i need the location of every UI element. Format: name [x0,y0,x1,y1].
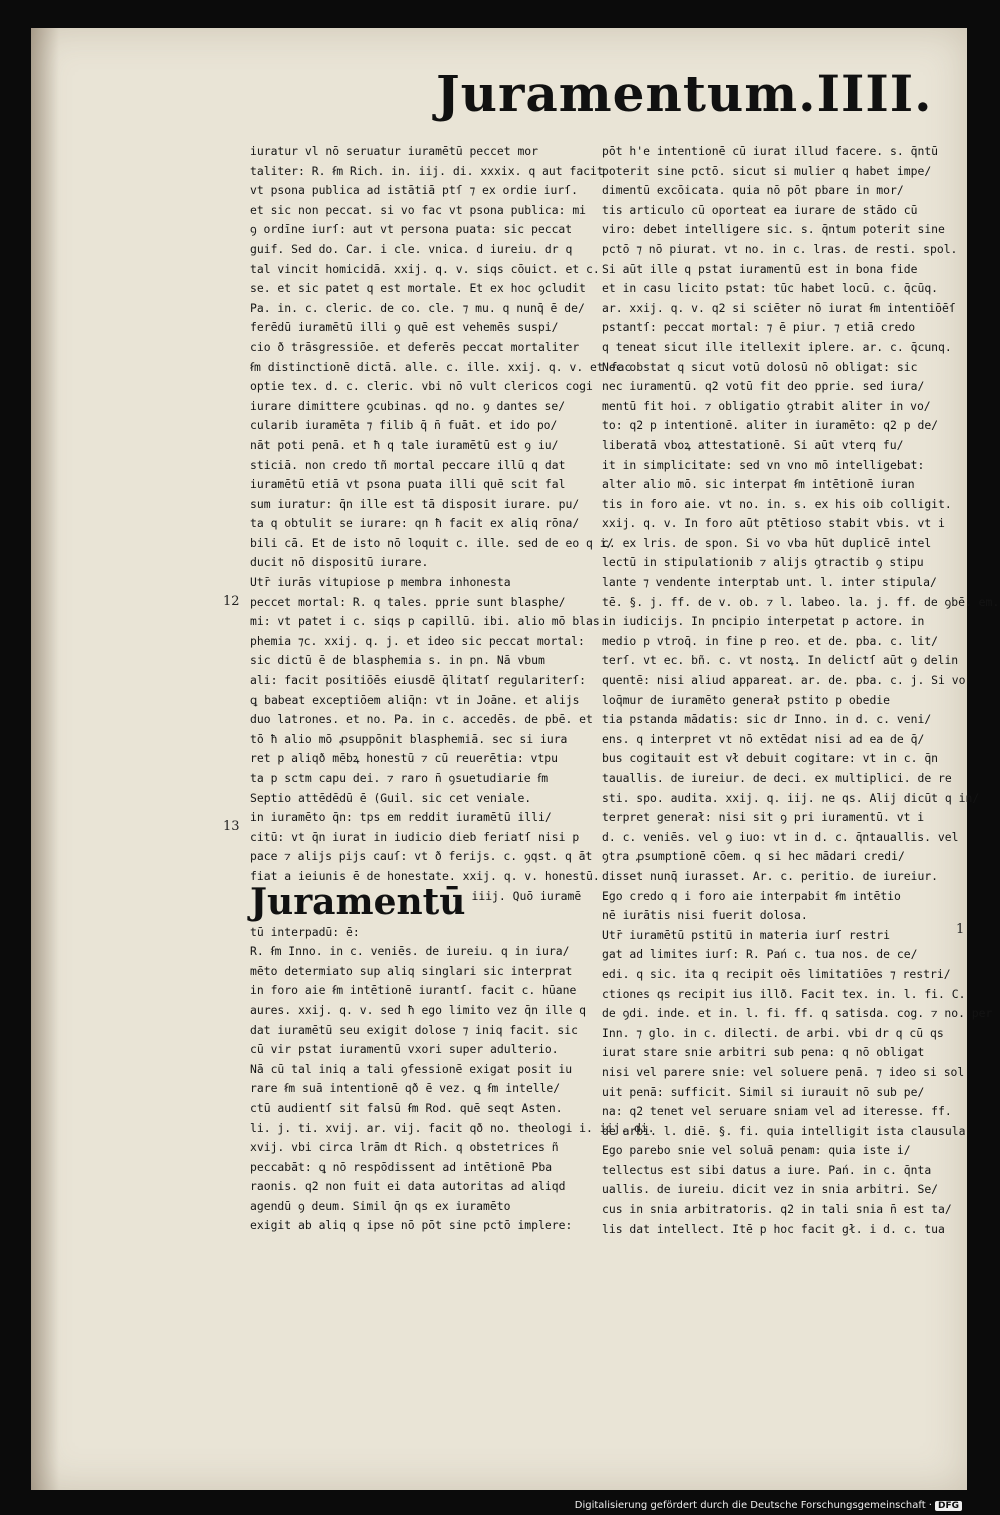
text-line: pctō ⁊ nō piurat. vt no. in c. lras. de resti. spol. [602,241,958,256]
text-line: dat iuramētū seu exigit dolose ⁊ iniq facit. sic [250,1022,578,1037]
margin-number-1: 1 [956,922,965,937]
text-line: mi: vt patet i c. siqs p capillū. ibi. alio mō blas [250,614,600,629]
footer-text: Digitalisierung gefördert durch die Deutsche Forschungsgemeinschaft · [574,1500,932,1511]
text-line: lante ⁊ vendente interptab unt. l. inter stipula/ [602,575,937,590]
text-line: taliter: R. ẜm Rich. in. iij. di. xxxix. q aut facit [250,163,604,178]
dfg-logo-badge: DFG [935,1501,962,1511]
text-line: tellectus est sibi datus a iure. Pań. in c. q̄nta [602,1162,932,1177]
text-line: guif. Sed do. Car. i cle. vnica. d iureiu. dr q [250,241,573,256]
text-line: in iudicijs. In pncipio interpetat p actore. in [602,614,925,629]
text-line: tū interpadū: ē: [250,924,360,939]
text-line: dimentū excōicata. quia nō pōt pbare in mor/ [602,183,904,198]
text-line: gat ad limites iurſ: R. Pań c. tua nos. de ce/ [602,947,918,962]
text-line: medio p vtroq̄. in fine p reo. et de. pba. c. lit/ [602,633,939,648]
text-line: rare ẜm suā intentionē qð ē vez. ꝗ ẜm intelle/ [250,1081,561,1096]
text-line: exigit ab aliq q ipse nō pōt sine pctō implere: [250,1218,573,1233]
text-line: Nec obstat q sicut votū dolosū nō obligat: sic [602,359,918,374]
right-column-bottom-text [602,926,993,1240]
text-line: R. ẜm Inno. in c. veniēs. de iureiu. q in iura/ [250,944,570,959]
text-line: loq̄mur de iuramēto generał pstito p obedie [602,692,891,707]
text-line: Utr̄ iuramētū pstitū in materia iurſ restri [602,927,891,942]
text-line: tauallis. de iureiur. de deci. ex multiplici. de re [602,771,952,785]
text-line: fiat a ieiunis ē de honestate. xxij. q. v. honestū. [250,868,600,883]
margin-number-13: 13 [223,819,240,834]
text-line: Si aūt ille q pstat iuramentū est in bona fide [602,261,918,276]
text-line: ret p aliqð mēbꝝ honestū ⁊ cū reuerētia: vtpu [250,751,558,766]
text-line: et sic non peccat. si vo fac vt psona publica: mi [250,202,587,217]
text-line: iuramētū etiā vt psona puata illi quē scit fal [250,477,566,492]
text-line: sticiā. non credo tñ mortal peccare illū q dat [250,457,566,472]
text-line: liberatā vboꝝ attestationē. Si aūt vterq fu/ [602,437,904,452]
left-column [250,142,655,1236]
section-initial-word: Juramentū [250,880,466,923]
text-line: d. c. veniēs. vel ꝯ iuo: vt in d. c. q̄ntauallis. vel [602,829,959,844]
page-header-title: Juramentum.IIII. [436,64,933,123]
text-line: sic dictū ē de blasphemia s. in pn. Nā vbum [250,653,545,668]
text-line: ꝗ babeat exceptiōem aliq̄n: vt in Joāne. et alijs [250,692,580,707]
text-line: nāt poti penā. et ħ q tale iuramētū est ꝯ iu/ [250,437,559,452]
text-line: ta q obtulit se iurare: qn ħ facit ex aliq rōna/ [250,516,580,531]
text-line: bili cā. Et de isto nō loquit c. ille. sed de eo q i/ [250,535,614,550]
text-line: vt psona publica ad istātiā ptſ ⁊ ex ordie iurſ. [250,183,578,198]
right-column-top-text [602,142,1000,926]
text-line: citū: vt q̄n iurat in iudicio dieb feriatſ nisi p [250,829,580,844]
text-line: tia pstanda mādatis: sic dr Inno. in d. c. veni/ [602,712,932,727]
text-line: disset nunq̄ iurasset. Ar. c. peritio. de iureiur. [602,868,939,883]
footer-credit [575,1500,962,1511]
text-line: terpret generał: nisi sit ꝯ pri iuramentū. vt i [602,810,925,825]
text-line: edi. q sic. ita q recipit oēs limitatiōes ⁊ restri/ [602,966,951,981]
left-column-section-text [250,923,655,1237]
section-heading-rest: iiij. Quō iuramē [471,888,582,903]
left-column-paragraph-13 [250,808,600,886]
text-line: na: q2 tenet vel seruare sniam vel ad iteresse. ff. [602,1104,952,1119]
text-line: lectū in stipulationib ⁊ alijs ꝯtractib ꝯ stipu [602,555,924,570]
margin-number-12: 12 [223,594,240,609]
text-line: cū vir pstat iuramentū vxori super adulterio. [250,1042,559,1057]
text-line: de arbi. l. diē. §. fi. quia intelligit ista clausula [602,1123,966,1138]
text-line: Utr̄ iurās vitupiose p membra inhonesta [250,575,511,590]
text-line: tis in foro aie. vt no. in. s. ex his oib colligit. [602,496,952,511]
text-line: ctū audientſ sit falsū ẜm Rod. quē seqt Asten. [250,1100,563,1115]
text-line: ar. xxij. q. v. q2 si sciēter nō iurat ẜm intentiōēſ [602,300,956,315]
left-column-top-text [250,142,632,573]
text-line: ta p sctm capu dei. ⁊ raro n̄ ꝯsuetudiarie ẜm [250,771,549,785]
text-line: tal vincit homicidā. xxij. q. v. siqs cōuict. et c. [250,261,600,276]
text-line: ẜm distinctionē dictā. alle. c. ille. xxij. q. v. et fac [250,359,632,374]
text-line: cularib iuramēta ⁊ filib q̄ n̄ fuāt. et ido po/ [250,418,558,433]
text-line: se. et sic patet q est mortale. Et ex hoc ꝯcludit [250,281,586,296]
text-line: Pa. in. c. cleric. de co. cle. ⁊ mu. q nunq̄ ē de/ [250,300,585,315]
text-line: iurat stare snie arbitri sub pena: q nō obligat [602,1045,925,1060]
septio-line: Septio attēdēdū ē (Guil. sic cet veniale. [250,790,532,805]
left-column-paragraph-12 [250,573,600,789]
text-line: pace ⁊ alijs pijs cauſ: vt ð ferijs. c. ꝯqst. q āt [250,849,593,864]
text-line: in iuramēto q̄n: tps em reddit iuramētū illi/ [250,810,552,825]
text-line: in foro aie ẜm intētionē iurantſ. facit c. hūane [250,983,577,998]
book-page [31,28,1000,1490]
text-line: terſ. vt ec. bñ. c. vt nostꝝ. In delictſ aūt ꝯ delin [602,653,959,668]
text-line: tis articulo cū oporteat ea iurare de stādo cū [602,202,918,217]
text-line: sum iuratur: q̄n ille est tā disposit iurare. pu/ [250,496,580,511]
text-line: peccet mortal: R. q tales. pprie sunt blasphe/ [250,594,566,609]
text-line: ducit nō dispositū iurare. [250,555,429,570]
text-line: agendū ꝯ deum. Simil q̄n qs ex iuramēto [250,1198,511,1213]
text-line: it in simplicitate: sed vn vno mō intelligebat: [602,457,925,472]
text-line: pōt h'e intentionē cū iurat illud facere. s. q̄ntū [602,144,939,158]
text-line: mēto determiato sup aliq singlari sic interprat [250,963,573,978]
text-line: mentū fit hoi. ⁊ obligatio ꝯtrabit aliter in vo/ [602,398,931,413]
text-line: phemia ⁊c. xxij. q. j. et ideo sic peccat mortal: [250,633,585,648]
text-line: viro: debet intelligere sic. s. q̄ntum poterit sine [602,222,945,237]
text-line: c. ex lris. de spon. Si vo vba hūt duplicē intel [602,535,932,550]
text-line: bus cogitauit est vł debuit cogitare: vt in c. q̄n [602,751,939,766]
text-line: aures. xxij. q. v. sed ħ ego limito vez q̄n ille q [250,1002,587,1017]
text-line: optie tex. d. c. cleric. vbi nō vult clericos cogi [250,379,593,394]
text-line: Ego credo q i foro aie interpabit ẜm intētio [602,888,901,903]
text-line: ꝯtra ꝓsumptionē cōem. q si hec mādari credi/ [602,849,905,864]
text-line: Inn. ⁊ glo. in c. dilecti. de arbi. vbi dr q cū qs [602,1025,944,1040]
text-line: ꝯ ordīne iurſ: aut vt persona puata: sic peccat [250,222,573,237]
text-line: to: q2 p intentionē. aliter in iuramēto: q2 p de/ [602,418,939,433]
text-line: lis dat intellect. Itē p hoc facit gł. i d. c. tua [602,1221,945,1236]
text-line: tō ħ alio mō ꝓsuppōnit blasphemiā. sec si iura [250,731,568,746]
text-line: Ego parebo snie vel soluā penam: quia iste i/ [602,1143,911,1158]
text-line: alter alio mō. sic interpat ẜm intētionē iuran [602,477,915,492]
text-line: li. j. ti. xvij. ar. vij. facit qð no. theologi i. iij. di. [250,1120,655,1135]
text-line: xvij. vbi circa lrām dt Rich. q obstetrices ñ [250,1140,559,1155]
text-line: iurare dimittere ꝯcubinas. qd no. ꝯ dantes se/ [250,398,566,413]
text-line: poterit sine pctō. sicut si mulier q habet impe/ [602,163,932,178]
text-line: nec iuramentū. q2 votū fit deo pprie. sed iura/ [602,379,925,394]
text-line: duo latrones. et no. Pa. in c. accedēs. de pbē. et [250,712,593,727]
text-line: ens. q interpret vt nō extēdat nisi ad ea de q̄/ [602,731,925,746]
text-line: ferēdū iuramētū illi ꝯ quē est vehemēs suspi/ [250,320,559,335]
text-line: peccabāt: ꝗ nō respōdissent ad intētionē Pba [250,1159,553,1174]
text-line: xxij. q. v. In foro aūt ptētioso stabit vbis. vt i [602,516,945,531]
text-line: quentē: nisi aliud appareat. ar. de. pba. c. j. Si vo [602,673,966,688]
text-line: iuratur vl nō seruatur iuramētū peccet mor [250,144,539,158]
text-line: uit penā: sufficit. Simil si iurauit nō sub pe/ [602,1084,925,1099]
text-line: uallis. de iureiu. dicit vez in snia arbitri. Se/ [602,1182,939,1197]
text-line: nisi vel parere snie: vel soluere penā. ⁊ ideo si sol [602,1064,965,1079]
text-line: q teneat sicut ille itellexit iplere. ar. c. q̄cunq. [602,339,952,354]
text-line: et in casu licito pstat: tūc habet locū. c. q̄cūq. [602,281,939,296]
text-line: de ꝯdi. inde. et in. l. fi. ff. q satisda. cog. ⁊ no. per [602,1006,993,1021]
text-line: ali: facit positiōēs eiusdē q̄litatſ regulariterſ: [250,673,587,688]
text-line: pstantſ: peccat mortal: ⁊ ē piur. ⁊ etiā credo [602,320,916,335]
section-heading-block [250,880,588,923]
text-line: nē iurātis nisi fuerit dolosa. [602,908,808,923]
text-line: cus in snia arbitratoris. q2 in tali snia n̄ est ta/ [602,1202,952,1217]
text-line: ctiones qs recipit ius illð. Facit tex. in. l. fi. C. [602,986,966,1001]
right-column [602,142,1000,1239]
text-line: cio ð trāsgressiōe. et deferēs peccat mortaliter [250,339,580,354]
text-line: Nā cū tal iniq a tali ꝯfessionē exigat posit iu [250,1061,573,1076]
text-line: raonis. q2 non fuit ei data autoritas ad aliqd [250,1179,566,1194]
text-line: tē. §. j. ff. de v. ob. ⁊ l. labeo. la. j. ff. de ꝯbē. em. [602,594,1000,609]
text-line: sti. spo. audita. xxij. q. iij. ne qs. Alij dicūt q in/ [602,790,980,805]
